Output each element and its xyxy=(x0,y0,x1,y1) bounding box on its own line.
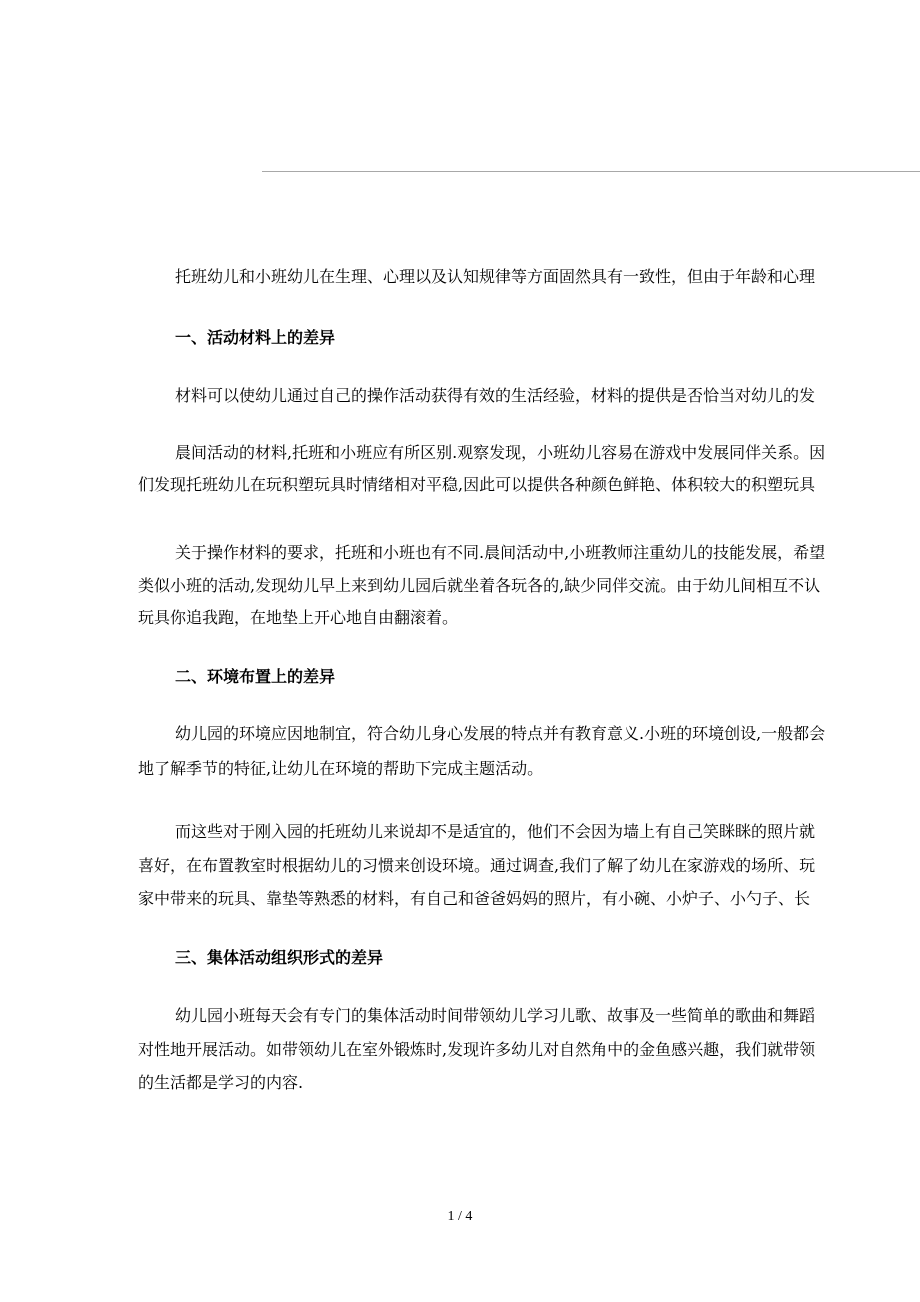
intro-paragraph-line-1: 托班幼儿和小班幼儿在生理、心理以及认知规律等方面固然具有一致性，但由于年龄和心理 xyxy=(175,267,816,286)
paragraph-morning-line-2: 们发现托班幼儿在玩积塑玩具时情绪相对平稳,因此可以提供各种颜色鲜艳、体积较大的积塑玩具 xyxy=(138,475,816,494)
section-heading-3: 三、集体活动组织形式的差异 xyxy=(175,948,384,967)
section-heading-2: 二、环境布置上的差异 xyxy=(175,667,336,686)
paragraph-collective-line-2: 对性地开展活动。如带领幼儿在室外锻炼时,发现许多幼儿对自然角中的金鱼感兴趣，我们就带领 xyxy=(138,1040,816,1059)
paragraph-toddler-line-3: 家中带来的玩具、靠垫等熟悉的材料，有自己和爸爸妈妈的照片，有小碗、小炉子、小勺子、长 xyxy=(138,889,811,908)
paragraph-operation-line-3: 玩具你追我跑，在地垫上开心地自由翻滚着。 xyxy=(138,608,459,627)
paragraph-toddler-line-2: 喜好，在布置教室时根据幼儿的习惯来创设环境。通过调查,我们了解了幼儿在家游戏的场所、玩 xyxy=(138,856,816,875)
paragraph-environment-line-2: 地了解季节的特征,让幼儿在环境的帮助下完成主题活动。 xyxy=(138,759,544,778)
paragraph-collective-line-3: 的生活都是学习的内容. xyxy=(138,1073,304,1092)
paragraph-materials-line-1: 材料可以使幼儿通过自己的操作活动获得有效的生活经验，材料的提供是否恰当对幼儿的发 xyxy=(175,386,816,405)
section-heading-1: 一、活动材料上的差异 xyxy=(175,328,336,347)
page-number: 1 / 4 xyxy=(447,1209,473,1224)
paragraph-operation-line-2: 类似小班的活动,发现幼儿早上来到幼儿园后就坐着各玩各的,缺少同伴交流。由于幼儿间相互不认 xyxy=(138,576,821,595)
paragraph-toddler-line-1: 而这些对于刚入园的托班幼儿来说却不是适宜的，他们不会因为墙上有自己笑眯眯的照片就 xyxy=(175,822,816,841)
paragraph-collective-line-1: 幼儿园小班每天会有专门的集体活动时间带领幼儿学习儿歌、故事及一些简单的歌曲和舞蹈 xyxy=(175,1006,816,1025)
paragraph-operation-line-1: 关于操作材料的要求，托班和小班也有不同.晨间活动中,小班教师注重幼儿的技能发展，希望 xyxy=(175,543,826,562)
paragraph-environment-line-1: 幼儿园的环境应因地制宜，符合幼儿身心发展的特点并有教育意义.小班的环境创设,一般都会 xyxy=(175,724,826,743)
header-rule xyxy=(262,171,920,172)
paragraph-morning-line-1: 晨间活动的材料,托班和小班应有所区别.观察发现，小班幼儿容易在游戏中发展同伴关系。因 xyxy=(175,443,826,462)
